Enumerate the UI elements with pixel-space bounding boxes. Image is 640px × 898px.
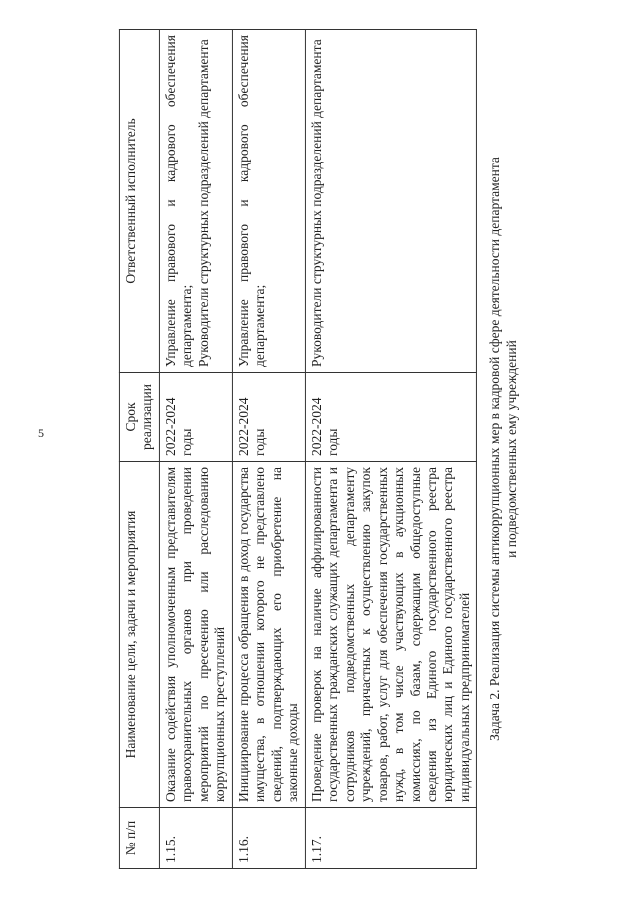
row-executor bbox=[305, 30, 477, 373]
row-name: Оказание содействия уполномоченным представителям правоохранительных органов при проведении мероприятий по пресечению или расследованию коррупционных преступлений bbox=[159, 462, 232, 808]
header-name: Наименование цели, задачи и мероприятия bbox=[119, 462, 159, 808]
table-row bbox=[305, 30, 477, 869]
row-num: 1.15. bbox=[159, 808, 232, 869]
row-executor bbox=[232, 30, 305, 373]
header-executor: Ответственный исполнитель bbox=[119, 30, 159, 373]
executor-line: Руководители структурных подразделений департамента bbox=[308, 39, 324, 367]
table-header-row bbox=[119, 30, 159, 869]
row-num: 1.17. bbox=[305, 808, 477, 869]
page-number: 5 bbox=[38, 426, 44, 440]
row-term: 2022-2024 годы bbox=[305, 373, 477, 462]
table-row bbox=[159, 30, 232, 869]
measures-table bbox=[119, 29, 477, 869]
task-line: Задача 2. Реализация системы антикоррупционных мер в кадровой сфере деятельности департамента bbox=[487, 157, 503, 741]
table-row bbox=[232, 30, 305, 869]
rotated-content bbox=[119, 29, 521, 869]
header-term: Срок реализации bbox=[119, 373, 159, 462]
task-line: и подведомственных ему учреждений bbox=[504, 340, 520, 558]
header-num: № п/п bbox=[119, 808, 159, 869]
executor-line: Руководители структурных подразделений департамента bbox=[195, 39, 211, 367]
row-name: Инициирование процесса обращения в доход государства имущества, в отношении которого не представлено сведений, подтверждающих его приобретение на законные доходы bbox=[232, 462, 305, 808]
row-executor bbox=[159, 30, 232, 373]
row-term: 2022-2024 годы bbox=[159, 373, 232, 462]
row-num: 1.16. bbox=[232, 808, 305, 869]
executor-line: Управление правового и кадрового обеспечения департамента; bbox=[235, 35, 268, 367]
executor-line: Управление правового и кадрового обеспечения департамента; bbox=[162, 35, 195, 367]
row-name: Проведение проверок на наличие аффилированности государственных гражданских служащих департамента и сотрудников подведомственных департаменту учреждений, причастных к осуществлению закупок товаров, работ, услуг для обеспечения государственных нужд, в том числе участвующих в аукционных комиссиях, по базам, содержащим общедоступные сведения из Единого государственного реестра юридических лиц и Единого государственного реестра индивидуальных предпринимателей bbox=[305, 462, 477, 808]
task-heading bbox=[487, 29, 521, 869]
row-term: 2022-2024 годы bbox=[232, 373, 305, 462]
